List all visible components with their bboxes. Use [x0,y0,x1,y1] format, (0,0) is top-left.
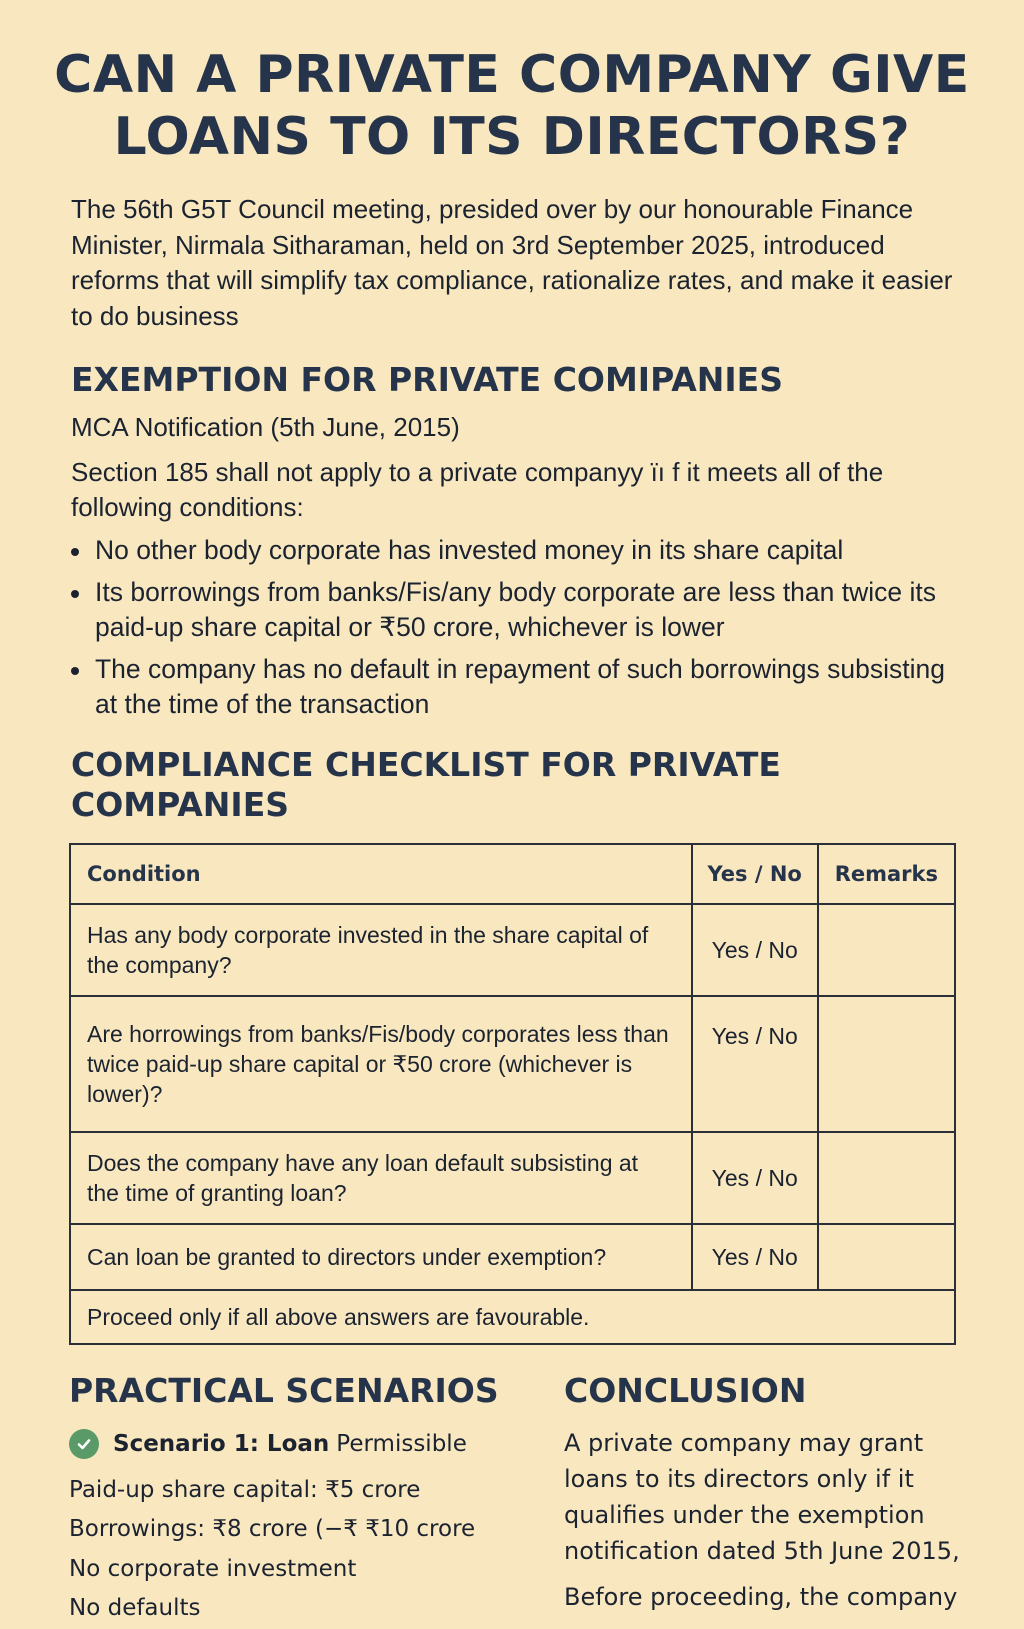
scenario-line: Paid-up share capital: ₹5 crore [69,1476,421,1503]
scenarios-heading: PRACTICAL SCENARIOS [69,1370,499,1410]
table-header-row [70,844,955,904]
condition-text: No other body corporate has invested money in its share capital [95,535,844,565]
answer-cell[interactable]: Yes / No [692,1132,818,1224]
checklist-footer-note: Proceed only if all above answers are favourable. [70,1290,955,1344]
column-header-remarks: Remarks [818,844,955,904]
conclusion-section [564,1371,984,1629]
mca-notification: MCA Notification (5th June, 2015) [71,412,460,442]
condition-cell: Are horrowings from banks/Fis/body corporates less than twice paid-up share capital or ₹50 crore (whichever is lower)? [70,996,692,1132]
remarks-cell[interactable] [818,996,955,1132]
column-header-condition: Condition [70,844,692,904]
answer-cell[interactable]: Yes / No [692,904,818,996]
scenario-1-title [69,1429,539,1459]
bullet-icon [71,548,79,556]
condition-cell: Has any body corporate invested in the share capital of the company? [70,904,692,996]
conclusion-body [564,1425,984,1615]
intro-paragraph: The 56th G5T Council meeting, presided over by our honourable Finance Minister, Nirmala Sitharaman, held on 3rd September 2025, introduced reforms that will simplify tax compliance, rationalize rates, and make it easier to do business [71,194,953,331]
bullet-icon [71,667,79,675]
scenario-1-label-rest: Permissible [336,1430,467,1457]
exemption-lead: Section 185 shall not apply to a private companyy ïı f it meets all of the following conditions: [71,457,884,522]
condition-item [71,575,971,646]
remarks-cell[interactable] [818,904,955,996]
table-row [70,904,955,996]
bullet-icon [71,590,79,598]
table-row [70,996,955,1132]
condition-text: The company has no default in repayment of such borrowings subsisting at the time of the transaction [95,653,945,719]
conclusion-paragraph-2: Before proceeding, the company [564,1582,958,1611]
scenario-1-details [69,1471,539,1629]
checklist-section [69,745,971,1345]
condition-item [71,533,971,569]
table-footer-row [70,1290,955,1344]
answer-cell[interactable]: Yes / No [692,996,818,1132]
conclusion-heading: CONCLUSION [564,1370,807,1410]
condition-item [71,652,971,723]
practical-scenarios-section [69,1371,539,1629]
conclusion-paragraph-1: A private company may grant loans to its directors only if it qualifies under the exemption notification dated 5th June 2015, [564,1428,960,1565]
scenario-line: No corporate investment [69,1555,357,1582]
condition-cell: Can loan be granted to directors under exemption? [70,1224,692,1290]
check-circle-icon [69,1429,99,1459]
table-row [70,1224,955,1290]
page-title-line-1: CAN A PRIVATE COMPANY GIVE [54,45,970,105]
remarks-cell[interactable] [818,1224,955,1290]
exemption-section [69,360,971,723]
compliance-checklist-table [69,843,956,1345]
page-title [0,44,1024,168]
column-header-yes-no: Yes / No [692,844,818,904]
exemption-heading: EXEMPTION FOR PRIVATE COMIPANIES [71,360,783,399]
remarks-cell[interactable] [818,1132,955,1224]
checklist-heading: COMPLIANCE CHECKLIST FOR PRIVATE COMPANIES [71,744,781,824]
condition-cell: Does the company have any loan default subsisting at the time of granting loan? [70,1132,692,1224]
table-row [70,1132,955,1224]
exemption-conditions-list [71,533,971,723]
scenario-line: No defaults [69,1595,201,1621]
scenario-line: Borrowings: ₹8 crore (−₹ ₹10 crore [69,1516,476,1542]
scenario-1-label-bold: Scenario 1: Loan [113,1430,330,1457]
bottom-columns [69,1371,971,1629]
answer-cell[interactable]: Yes / No [692,1224,818,1290]
page-title-line-2: LOANS TO ITS DIRECTORS? [113,107,911,167]
condition-text: Its borrowings from banks/Fis/any body corporate are less than twice its paid-up share capital or ₹50 crore, whichever is lower [95,576,936,642]
